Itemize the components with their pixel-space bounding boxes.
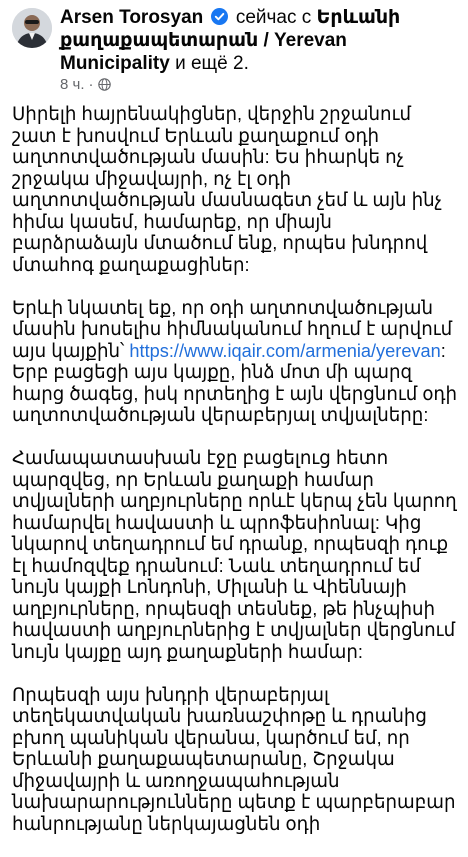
post-paragraph-4: Որպեսզի այս խնդրի վերաբերյալ տեղեկատվական խառնաշփոթը և դրանից բխող պանիկան վերանա, կարծում եմ, որ Երևանի քաղաքապետարանը, Շրջակա միջավայրի և առողջապահության նախարարությունները պետք է պարբերաբար հանրությանը ներկայացնեն օդի [12,684,456,834]
iqair-link[interactable]: https://www.iqair.com/armenia/yerevan [129,340,441,361]
paragraph-2-text-after: : Երբ բացեցի այս կայքը, ինձ մոտ մի պարզ հարց ծագեց, իսկ որտեղից է այն վերցնում օդի աղտոտվածության վերաբերյալ տվյալները: [12,340,458,425]
verified-badge-icon [211,8,228,25]
author-line [60,6,460,75]
avatar-photo [12,8,52,48]
meta-separator: · [88,76,94,93]
post-body [12,104,460,857]
post-paragraph-2 [12,298,460,427]
author-avatar[interactable] [12,8,52,48]
post-header [0,0,468,100]
paragraph-2-text-before: Երևի նկատել եք, որ օդի աղտոտվածության մասին խոսելիս հիմնականում հղում է արվում այս կայքին՝ [12,297,453,361]
author-name[interactable]: Arsen Torosyan [60,7,204,28]
post-paragraph-1: Սիրելի հայրենակիցներ, վերջին շրջանում շատ է խոսվում Երևան քաղաքում օդի աղտոտվածության մասին: Ես իհարկե ոչ շրջակա միջավայրի, ոչ էլ օդի աղտոտվածության մասնագետ չեմ և այն ինչ հիմա կասեմ, համարեք, որ միայն բարձրաձայն մտածում ենք, որպես խնդրով մտահոգ քաղաքացիներ: [12,104,443,275]
post-meta [60,76,111,93]
tagged-place[interactable]: Երևանի քաղաքապետարան / Yerevan Municipality [60,7,401,74]
post-paragraph-3: Համապատասխան էջը բացելուց հետո պարզվեց, որ Երևան քաղաքի համար տվյալների աղբյուրները որևէ կերպ չեն կարող համարվել հավաստի և պրոֆեսիոնալ: Կից նկարով տեղադրում եմ դրանք, որպեսզի դուք էլ համոզվեք դրանում: Նաև տեղադրում եմ նույն կայքի Լոնդոնի, Միլանի և Վիեննայի աղբյուրները, որպեսզի տեսնեք, թե ինչպիսի հավաստի աղբյուրներից է տվյալներ վերցնում նույն կայքը այդ քաղաքների համար: [12,448,457,662]
others-count[interactable]: и ещё 2. [175,53,249,74]
with-connector: сейчас с [235,7,317,28]
globe-icon[interactable] [98,78,111,91]
post-time[interactable]: 8 ч. [60,76,85,93]
